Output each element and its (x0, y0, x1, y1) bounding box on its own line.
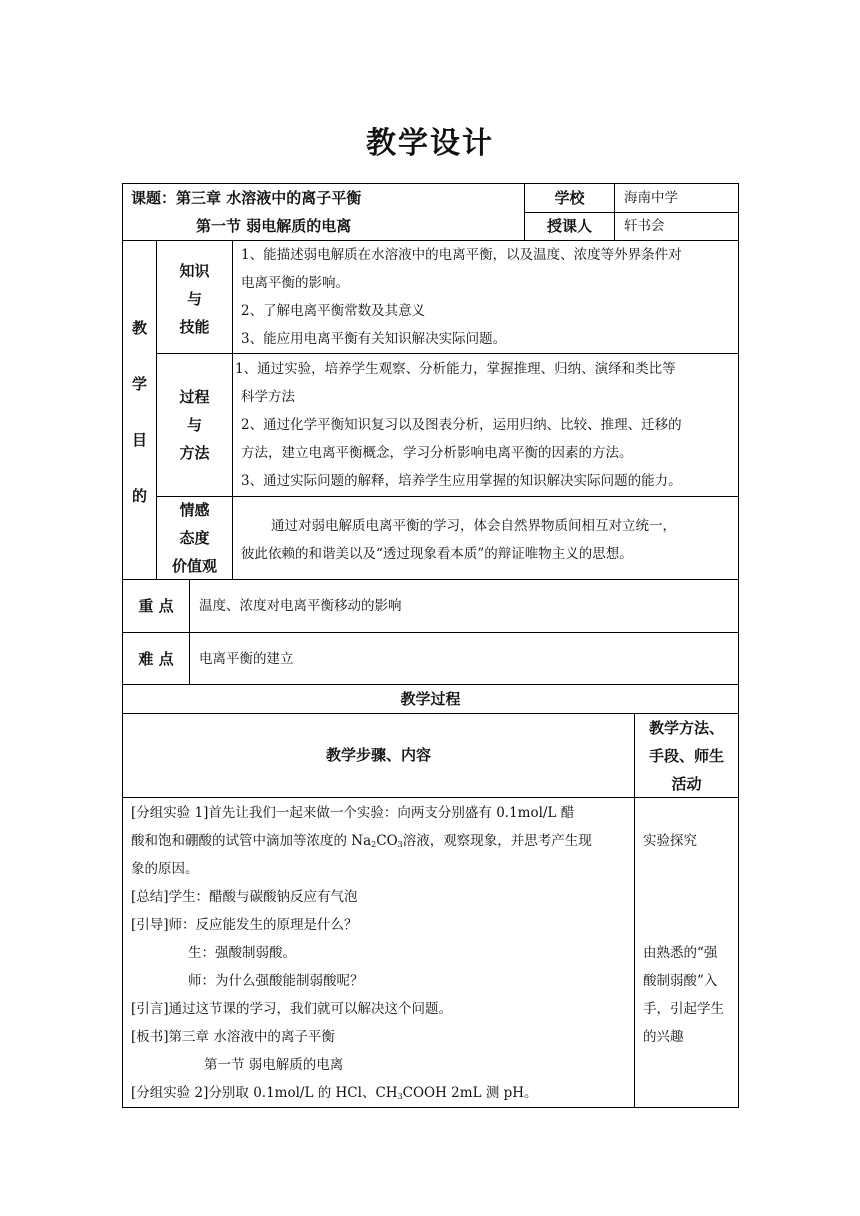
methods-column-header-line: 活动 (671, 775, 702, 793)
emotion-text-line: 通过对弱电解质电离平衡的学习，体会自然界物质间相互对立统一， (271, 518, 676, 534)
objectives-label-char: 学 (131, 375, 147, 393)
emotion-text-line: 彼此依赖的和谐美以及“透过现象看本质”的辩证唯物主义的思想。 (241, 546, 633, 562)
experiment-1-tag: [分组实验 1] (131, 805, 209, 821)
table-border-right (738, 183, 739, 1108)
formula-part: CO (376, 833, 398, 849)
document-title: 教学设计 (366, 126, 494, 161)
board-line (131, 1023, 335, 1051)
rule-process-bottom (156, 496, 739, 497)
rule-objectives-sublabel (232, 240, 233, 579)
knowledge-label-line: 与 (186, 290, 202, 308)
knowledge-text-line: 3、能应用电离平衡有关知识解决实际问题。 (241, 331, 507, 347)
topic-line (131, 184, 361, 212)
experiment-2-line (131, 1079, 538, 1111)
summary-line (131, 883, 358, 911)
topic-label: 课题： (131, 189, 177, 207)
guide-tag: [引导] (131, 917, 169, 933)
steps-column-header: 教学步骤、内容 (325, 746, 431, 764)
process-text-line: 方法，建立电离平衡概念，学习分析影响电离平衡的因素的方法。 (241, 445, 633, 461)
intro-text: 通过这节课的学习，我们就可以解决这个问题。 (168, 1001, 453, 1017)
method-experiment-inquiry: 实验探究 (643, 833, 697, 849)
process-text-line: 1、通过实验，培养学生观察、分析能力，掌握推理、归纳、演绎和类比等 (235, 361, 676, 377)
student-answer: 生：强酸制弱酸。 (188, 945, 296, 961)
key-point-text: 温度、浓度对电离平衡移动的影响 (199, 598, 402, 614)
experiment-1-text: 首先让我们一起来做一个实验：向两支分别盛有 0.1mol/L 醋 (208, 805, 575, 821)
objectives-label-char: 目 (131, 431, 147, 449)
method-note-line: 酸制弱酸”入 (643, 973, 718, 989)
emotion-label-line: 价值观 (171, 557, 217, 575)
method-note-line: 由熟悉的“强 (643, 945, 718, 961)
guide-line (131, 911, 358, 939)
school-value: 海南中学 (624, 190, 678, 206)
process-label-line: 方法 (179, 444, 210, 462)
difficult-point-label: 难 点 (138, 650, 174, 668)
experiment-1-text: 酸和饱和硼酸的试管中滴加等浓度的 Na (131, 833, 372, 849)
intro-line (131, 995, 452, 1023)
section-title: 第一节 弱电解质的电离 (196, 217, 352, 235)
rule-keypoint-bottom (122, 632, 739, 633)
knowledge-label-line: 知识 (179, 262, 210, 280)
methods-column-header-line: 教学方法、 (648, 719, 724, 737)
process-text-line: 2、通过化学平衡知识复习以及图表分析，运用归纳、比较、推理、迁移的 (241, 417, 682, 433)
difficult-point-text: 电离平衡的建立 (199, 651, 294, 667)
key-point-label: 重 点 (138, 597, 174, 615)
knowledge-text-line: 电离平衡的影响。 (241, 275, 349, 291)
experiment-2-tag: [分组实验 2] (131, 1085, 209, 1101)
school-label: 学校 (554, 189, 585, 207)
teacher-question: 师：为什么强酸能制弱酸呢？ (188, 973, 364, 989)
teacher-value: 轩书会 (624, 218, 665, 234)
emotion-label-line: 态度 (179, 529, 210, 547)
experiment-1-text: 象的原因。 (131, 861, 199, 877)
methods-column-header-line: 手段、师生 (648, 747, 724, 765)
summary-tag: [总结] (131, 889, 169, 905)
objectives-label-char: 教 (131, 319, 147, 337)
process-text-line: 科学方法 (241, 389, 295, 405)
process-text-line: 3、通过实际问题的解释，培养学生应用掌握的知识解决实际问题的能力。 (241, 473, 682, 489)
experiment-1-line (131, 827, 592, 859)
knowledge-text-line: 1、能描述弱电解质在水溶液中的电离平衡，以及温度、浓度等外界条件对 (241, 247, 682, 263)
board-tag: [板书] (131, 1029, 169, 1045)
method-note-line: 手，引起学生 (643, 1001, 724, 1017)
knowledge-label-line: 技能 (179, 318, 210, 336)
process-label-line: 过程 (179, 388, 210, 406)
teacher-label: 授课人 (546, 217, 592, 235)
rule-knowledge-bottom (156, 353, 739, 354)
method-note-line: 的兴趣 (643, 1029, 684, 1045)
objectives-label-char: 的 (131, 487, 147, 505)
intro-tag: [引言] (131, 1001, 169, 1017)
experiment-2-text: COOH 2mL 测 pH。 (402, 1085, 538, 1101)
guide-text: 师：反应能发生的原理是什么？ (168, 917, 358, 933)
subscript: 3 (397, 1092, 403, 1101)
board-subtitle: 第一节 弱电解质的电离 (204, 1057, 344, 1073)
chapter-title: 第三章 水溶液中的离子平衡 (176, 189, 362, 207)
process-label-line: 与 (186, 416, 202, 434)
subscript: 2 (371, 840, 377, 849)
experiment-1-line (131, 799, 574, 827)
rule-keypoint-label (189, 579, 190, 684)
experiment-2-text: 分别取 0.1mol/L 的 HCl、CH (208, 1085, 398, 1101)
experiment-1-text: 溶液，观察现象，并思考产生现 (402, 833, 592, 849)
emotion-label-line: 情感 (179, 501, 210, 519)
summary-text: 学生：醋酸与碳酸钠反应有气泡 (168, 889, 358, 905)
board-text: 第三章 水溶液中的离子平衡 (168, 1029, 335, 1045)
process-section-title: 教学过程 (400, 690, 461, 708)
rule-header-school-right (614, 183, 615, 240)
subscript: 3 (397, 840, 403, 849)
knowledge-text-line: 2、了解电离平衡常数及其意义 (241, 303, 426, 319)
